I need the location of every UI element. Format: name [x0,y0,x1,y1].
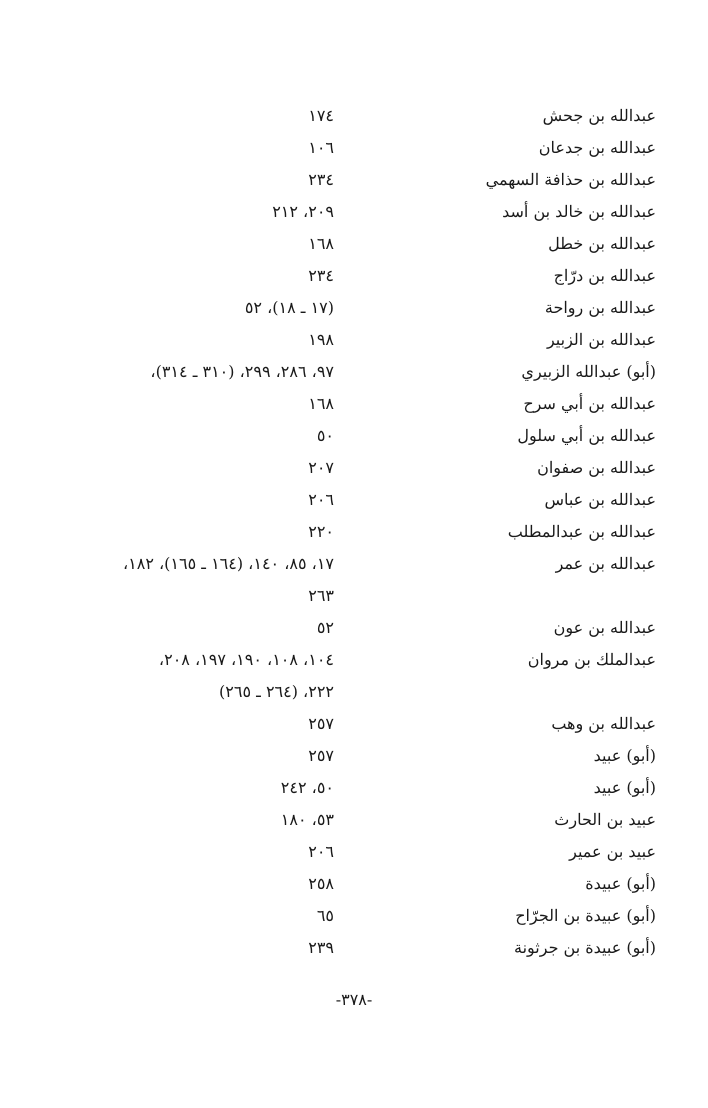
entry-pages: ٢٠٩، ٢١٢ [272,202,334,221]
entry-pages: ٥٢ [316,618,334,637]
entry-pages: ١٦٨ [308,234,334,253]
index-entry [0,164,708,196]
entry-pages: ٦٥ [316,906,334,925]
index-entry [0,292,708,324]
entry-pages: (١٧ ـ ١٨)، ٥٢ [244,298,334,317]
index-entry [0,100,708,132]
entry-name: (أبو) عبيدة بن جرثونة [514,938,656,957]
index-entry [0,804,708,836]
index-entry [0,548,708,580]
index-entry-continuation [0,580,708,612]
entry-pages: ٢٠٦ [308,842,334,861]
index-entry [0,932,708,964]
entry-pages: ٥٣، ١٨٠ [280,810,334,829]
entry-name: عبدالله بن خطل [548,234,656,253]
entry-pages: ٢٠٧ [308,458,334,477]
entry-name: (أبو) عبيد [593,746,656,765]
index-entry [0,324,708,356]
entry-name: عبدالله بن عباس [544,490,656,509]
index-entry [0,356,708,388]
entry-name: عبدالله بن عبدالمطلب [507,522,656,541]
entry-pages: ١٠٦ [308,138,334,157]
entry-pages: ٢٦٣ [308,586,334,605]
index-entry [0,228,708,260]
index-entry [0,612,708,644]
entry-name: عبدالله بن صفوان [537,458,656,477]
entry-pages: ٢٢٠ [308,522,334,541]
entry-name: (أبو) عبيدة بن الجرّاح [515,906,656,925]
index-entry [0,484,708,516]
index-entry [0,196,708,228]
entry-pages: ٢٢٢، (٢٦٤ ـ ٢٦٥) [219,682,334,701]
entry-name: عبدالله بن أبي سرح [523,394,656,413]
index-entry [0,420,708,452]
entry-pages: ٢٥٧ [308,714,334,733]
index-entry [0,708,708,740]
page-number: -٣٧٨- [335,990,373,1009]
entry-name: عبدالله بن وهب [551,714,656,733]
index-entry-continuation [0,676,708,708]
entry-name: عبدالله بن رواحة [544,298,656,317]
entry-pages: ١٩٨ [308,330,334,349]
entry-name: عبيد بن عمير [569,842,656,861]
entry-name: (أبو) عبدالله الزبيري [521,362,656,381]
index-entry [0,260,708,292]
entry-name: عبيد بن الحارث [554,810,656,829]
entry-pages: ١٦٨ [308,394,334,413]
entry-name: عبدالله بن عون [553,618,656,637]
entry-name: عبدالله بن خالد بن أسد [502,202,656,221]
index-entry [0,388,708,420]
entry-name: (أبو) عبيدة [585,874,656,893]
entry-pages: ٢٠٦ [308,490,334,509]
entry-name: عبدالله بن عمر [555,554,656,573]
entry-name: (أبو) عبيد [593,778,656,797]
index-entry [0,644,708,676]
index-entry [0,868,708,900]
entry-pages: ٢٥٧ [308,746,334,765]
entry-pages: ٢٣٤ [308,170,334,189]
index-entry [0,452,708,484]
entry-name: عبدالله بن الزبير [546,330,656,349]
entry-pages: ٥٠ [316,426,334,445]
entry-pages: ٢٣٩ [308,938,334,957]
entry-pages: ٢٣٤ [308,266,334,285]
entry-name: عبدالملك بن مروان [527,650,656,669]
index-list [0,100,708,964]
entry-name: عبدالله بن درّاج [553,266,656,285]
entry-name: عبدالله بن حذافة السهمي [485,170,656,189]
entry-name: عبدالله بن جحش [542,106,656,125]
entry-pages: ٥٠، ٢٤٢ [280,778,334,797]
entry-name: عبدالله بن جدعان [538,138,656,157]
index-entry [0,772,708,804]
index-entry [0,900,708,932]
entry-name: عبدالله بن أبي سلول [517,426,656,445]
entry-pages: ١٧٤ [308,106,334,125]
entry-pages: ١٧، ٨٥، ١٤٠، (١٦٤ ـ ١٦٥)، ١٨٢، [122,554,334,573]
index-entry [0,132,708,164]
index-entry [0,516,708,548]
entry-pages: ٢٥٨ [308,874,334,893]
entry-pages: ١٠٤، ١٠٨، ١٩٠، ١٩٧، ٢٠٨، [158,650,334,669]
entry-pages: ٩٧، ٢٨٦، ٢٩٩، (٣١٠ ـ ٣١٤)، [150,362,334,381]
index-entry [0,740,708,772]
index-entry [0,836,708,868]
